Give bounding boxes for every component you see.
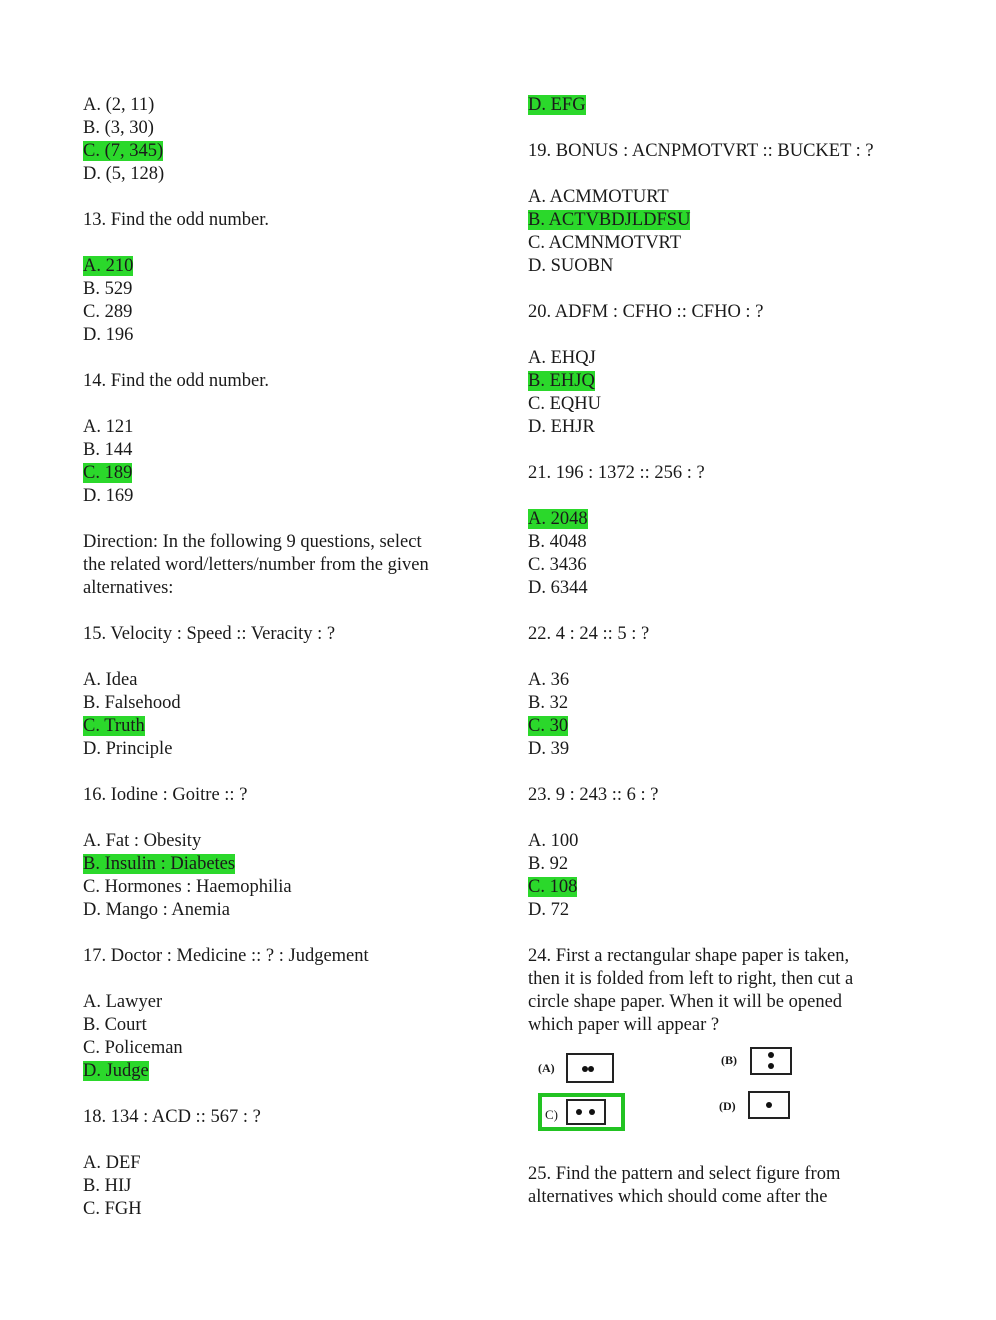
q18-option-a: A. DEF <box>83 1153 141 1173</box>
q24-question-line-2: then it is folded from left to right, then cut a <box>528 969 854 989</box>
q19-option-c: C. ACMNMOTVRT <box>528 233 682 253</box>
q20-option-d: D. EHJR <box>528 417 595 437</box>
q21-option-c: C. 3436 <box>528 555 587 575</box>
q12-option-d: D. (5, 128) <box>83 164 165 184</box>
q24-figure-label-a: (A) <box>538 1061 555 1075</box>
q18-option-c: C. FGH <box>83 1199 142 1219</box>
q24-figure-options <box>528 1043 928 1163</box>
q23-option-a: A. 100 <box>528 831 579 851</box>
q24-question-line-3: circle shape paper. When it will be opened <box>528 992 843 1012</box>
right-column <box>528 94 928 1209</box>
dot-icon <box>768 1063 774 1069</box>
q12-option-b: B. (3, 30) <box>83 118 154 138</box>
q17-option-b: B. Court <box>83 1015 147 1035</box>
q18-option-b: B. HIJ <box>83 1176 132 1196</box>
q16-option-d: D. Mango : Anemia <box>83 900 230 920</box>
q21-option-d: D. 6344 <box>528 578 588 598</box>
q23-option-d: D. 72 <box>528 900 570 920</box>
q16-option-b-answer: B. Insulin : Diabetes <box>83 854 236 874</box>
q23-option-b: B. 92 <box>528 854 569 874</box>
q25-question-line-1: 25. Find the pattern and select figure from <box>528 1164 841 1184</box>
q22-option-c-answer: C. 30 <box>528 716 569 736</box>
q20-option-c: C. EQHU <box>528 394 601 414</box>
dot-icon <box>766 1102 772 1108</box>
q25-question-line-2: alternatives which should come after the <box>528 1187 828 1207</box>
q16-question: 16. Iodine : Goitre :: ? <box>83 785 248 805</box>
q17-option-d-answer: D. Judge <box>83 1061 149 1081</box>
q23-question: 23. 9 : 243 :: 6 : ? <box>528 785 659 805</box>
q16-option-a: A. Fat : Obesity <box>83 831 202 851</box>
q22-question: 22. 4 : 24 :: 5 : ? <box>528 624 650 644</box>
q24-figure-a <box>566 1053 614 1083</box>
q21-question: 21. 196 : 1372 :: 256 : ? <box>528 463 705 483</box>
direction-line-2: the related word/letters/number from the given <box>83 555 429 575</box>
q21-option-b: B. 4048 <box>528 532 587 552</box>
q22-option-b: B. 32 <box>528 693 569 713</box>
q13-option-d: D. 196 <box>83 325 134 345</box>
q14-option-b: B. 144 <box>83 440 133 460</box>
q18-question: 18. 134 : ACD :: 567 : ? <box>83 1107 261 1127</box>
q13-option-b: B. 529 <box>83 279 133 299</box>
dot-icon <box>589 1109 595 1115</box>
q24-figure-label-d: (D) <box>719 1099 736 1113</box>
q20-option-b-answer: B. EHJQ <box>528 371 595 391</box>
q12-option-a: A. (2, 11) <box>83 95 155 115</box>
q24-figure-b <box>750 1047 792 1075</box>
q12-option-c-answer: C. (7, 345) <box>83 141 164 161</box>
q13-option-c: C. 289 <box>83 302 133 322</box>
q15-question: 15. Velocity : Speed :: Veracity : ? <box>83 624 336 644</box>
direction-line-1: Direction: In the following 9 questions, select <box>83 532 422 552</box>
q13-question: 13. Find the odd number. <box>83 210 270 230</box>
q15-option-b: B. Falsehood <box>83 693 181 713</box>
q24-figure-label-b: (B) <box>721 1053 737 1067</box>
q19-option-d: D. SUOBN <box>528 256 614 276</box>
q24-figure-c <box>566 1099 606 1125</box>
q18-option-d-answer: D. EFG <box>528 95 586 115</box>
q17-question: 17. Doctor : Medicine :: ? : Judgement <box>83 946 369 966</box>
q19-option-b-answer: B. ACTVBDJLDFSU <box>528 210 691 230</box>
q15-option-d: D. Principle <box>83 739 173 759</box>
q15-option-a: A. Idea <box>83 670 138 690</box>
q24-question-line-1: 24. First a rectangular shape paper is taken, <box>528 946 850 966</box>
q23-option-c-answer: C. 108 <box>528 877 578 897</box>
left-column <box>83 94 483 1221</box>
q24-figure-label-c: C) <box>545 1107 558 1122</box>
q17-option-a: A. Lawyer <box>83 992 163 1012</box>
q17-option-c: C. Policeman <box>83 1038 183 1058</box>
q14-question: 14. Find the odd number. <box>83 371 270 391</box>
q14-option-d: D. 169 <box>83 486 134 506</box>
q24-figure-d <box>748 1091 790 1119</box>
dot-icon <box>576 1109 582 1115</box>
q13-option-a-answer: A. 210 <box>83 256 134 276</box>
q14-option-a: A. 121 <box>83 417 134 437</box>
q20-option-a: A. EHQJ <box>528 348 596 368</box>
dot-icon <box>768 1052 774 1058</box>
dot-icon <box>588 1066 594 1072</box>
q20-question: 20. ADFM : CFHO :: CFHO : ? <box>528 302 764 322</box>
q21-option-a-answer: A. 2048 <box>528 509 588 529</box>
q22-option-d: D. 39 <box>528 739 570 759</box>
q19-question: 19. BONUS : ACNPMOTVRT :: BUCKET : ? <box>528 141 874 161</box>
q24-question-line-4: which paper will appear ? <box>528 1015 720 1035</box>
q15-option-c-answer: C. Truth <box>83 716 145 736</box>
q19-option-a: A. ACMMOTURT <box>528 187 669 207</box>
q22-option-a: A. 36 <box>528 670 570 690</box>
q16-option-c: C. Hormones : Haemophilia <box>83 877 292 897</box>
q14-option-c-answer: C. 189 <box>83 463 133 483</box>
direction-line-3: alternatives: <box>83 578 174 598</box>
